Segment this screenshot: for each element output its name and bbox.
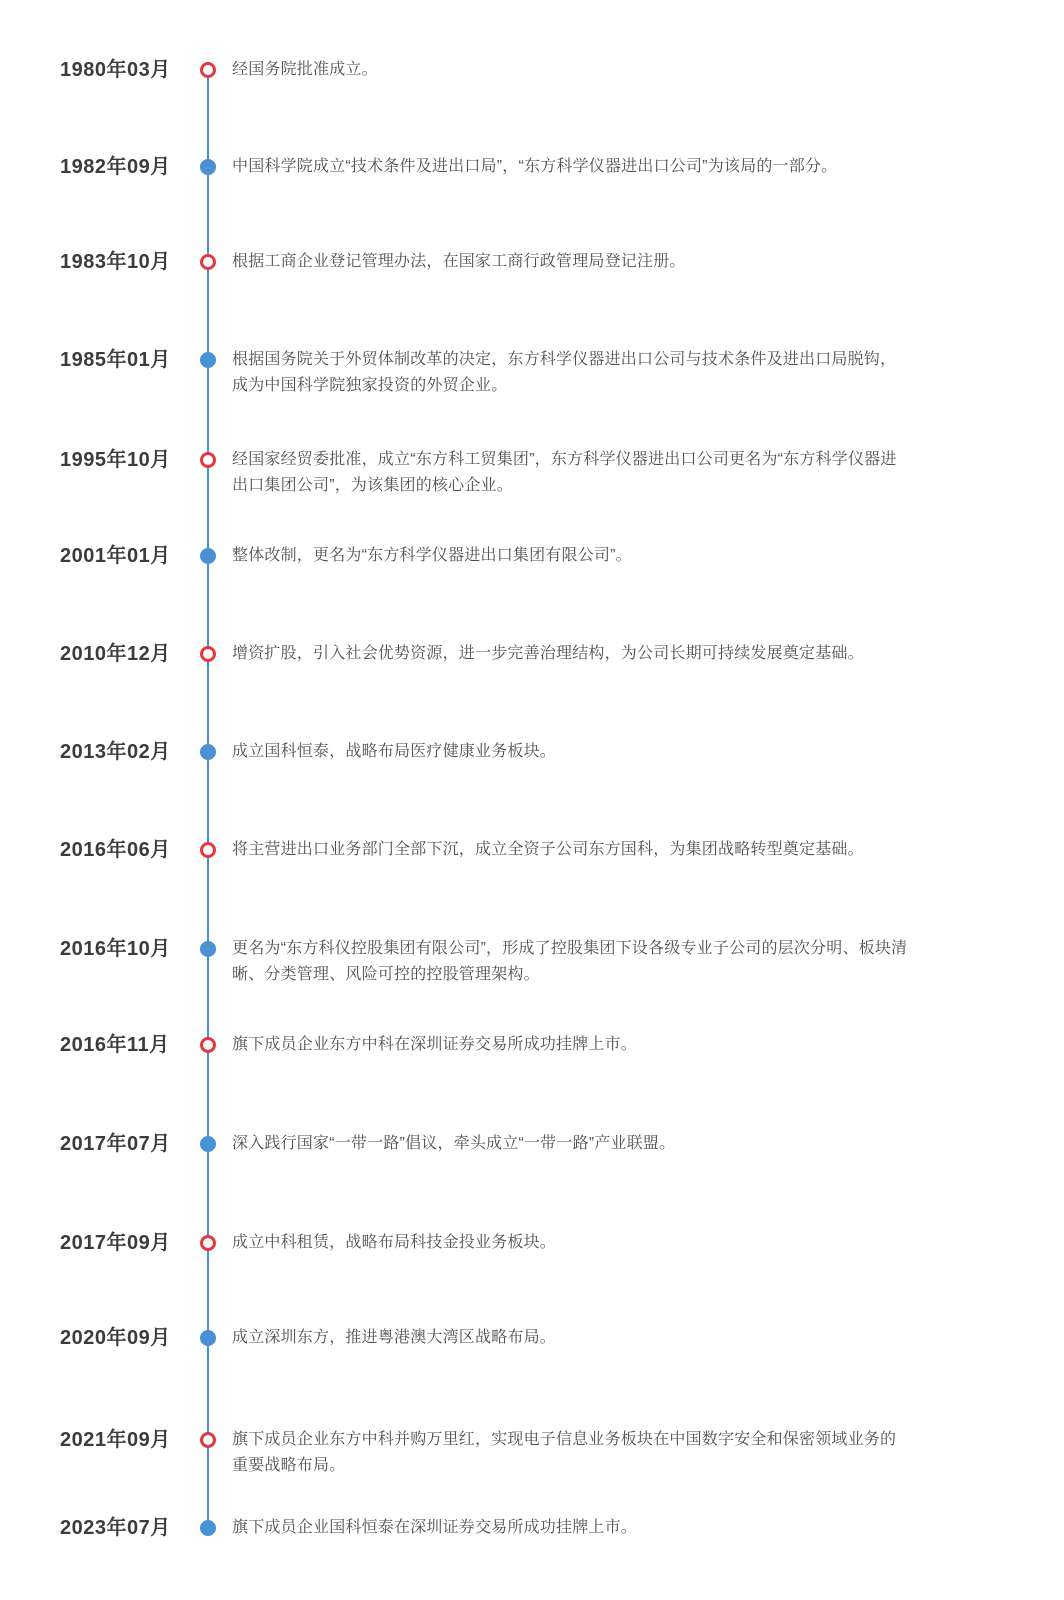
timeline-date: 2010年12月 — [60, 643, 171, 665]
timeline-marker-icon — [200, 548, 216, 564]
timeline-description: 深入践行国家“一带一路”倡议，牵头成立“一带一路”产业联盟。 — [232, 1135, 676, 1152]
timeline-description: 整体改制，更名为“东方科学仪器进出口集团有限公司”。 — [232, 547, 632, 564]
timeline-date: 2016年10月 — [60, 938, 171, 960]
timeline-date: 1995年10月 — [60, 449, 171, 471]
timeline-date: 2016年11月 — [60, 1034, 170, 1056]
timeline-description: 更名为“东方科仪控股集团有限公司”，形成了控股集团下设各级专业子公司的层次分明、板块清晰、分类管理、风险可控的控股管理架构。 — [232, 940, 908, 983]
timeline-date: 2001年01月 — [60, 545, 171, 567]
timeline-description: 中国科学院成立“技术条件及进出口局”，“东方科学仪器进出口公司”为该局的一部分。 — [232, 158, 838, 175]
timeline-marker-icon — [200, 1037, 216, 1053]
timeline-marker-icon — [200, 352, 216, 368]
timeline-marker-icon — [200, 842, 216, 858]
timeline-date: 1980年03月 — [60, 59, 171, 81]
timeline-description: 成立中科租赁，战略布局科技金投业务板块。 — [232, 1234, 557, 1251]
timeline-description: 成立国科恒泰，战略布局医疗健康业务板块。 — [232, 743, 557, 760]
timeline-date: 1982年09月 — [60, 156, 171, 178]
timeline-description: 经国务院批准成立。 — [232, 61, 378, 78]
timeline-date: 2017年07月 — [60, 1133, 171, 1155]
timeline-description: 将主营进出口业务部门全部下沉，成立全资子公司东方国科，为集团战略转型奠定基础。 — [232, 841, 864, 858]
timeline-marker-icon — [200, 646, 216, 662]
timeline-description: 根据工商企业登记管理办法，在国家工商行政管理局登记注册。 — [232, 253, 686, 270]
timeline-description: 增资扩股，引入社会优势资源，进一步完善治理结构，为公司长期可持续发展奠定基础。 — [232, 645, 864, 662]
timeline-date: 1985年01月 — [60, 349, 171, 371]
timeline-description: 旗下成员企业东方中科在深圳证券交易所成功挂牌上市。 — [232, 1036, 638, 1053]
timeline-marker-icon — [200, 1330, 216, 1346]
timeline-description: 成立深圳东方，推进粤港澳大湾区战略布局。 — [232, 1329, 557, 1346]
timeline-line — [207, 70, 209, 1528]
timeline-date: 2017年09月 — [60, 1232, 171, 1254]
timeline-date: 2016年06月 — [60, 839, 171, 861]
timeline-marker-icon — [200, 1432, 216, 1448]
timeline-date: 2020年09月 — [60, 1327, 171, 1349]
timeline-description: 旗下成员企业国科恒泰在深圳证券交易所成功挂牌上市。 — [232, 1519, 638, 1536]
timeline-description: 经国家经贸委批准，成立“东方科工贸集团”，东方科学仪器进出口公司更名为“东方科学仪器进出口集团公司”，为该集团的核心企业。 — [232, 451, 897, 494]
timeline-date: 2013年02月 — [60, 741, 171, 763]
timeline-marker-icon — [200, 744, 216, 760]
timeline-description: 旗下成员企业东方中科并购万里红，实现电子信息业务板块在中国数字安全和保密领域业务的重要战略布局。 — [232, 1431, 897, 1474]
timeline-date: 2021年09月 — [60, 1429, 171, 1451]
timeline-marker-icon — [200, 1136, 216, 1152]
timeline-marker-icon — [200, 1520, 216, 1536]
timeline-marker-icon — [200, 452, 216, 468]
timeline-marker-icon — [200, 1235, 216, 1251]
timeline-marker-icon — [200, 62, 216, 78]
timeline-marker-icon — [200, 159, 216, 175]
timeline-description: 根据国务院关于外贸体制改革的决定，东方科学仪器进出口公司与技术条件及进出口局脱钩，成为中国科学院独家投资的外贸企业。 — [232, 351, 897, 394]
timeline-marker-icon — [200, 941, 216, 957]
timeline-date: 1983年10月 — [60, 251, 171, 273]
timeline-marker-icon — [200, 254, 216, 270]
timeline-date: 2023年07月 — [60, 1517, 171, 1539]
